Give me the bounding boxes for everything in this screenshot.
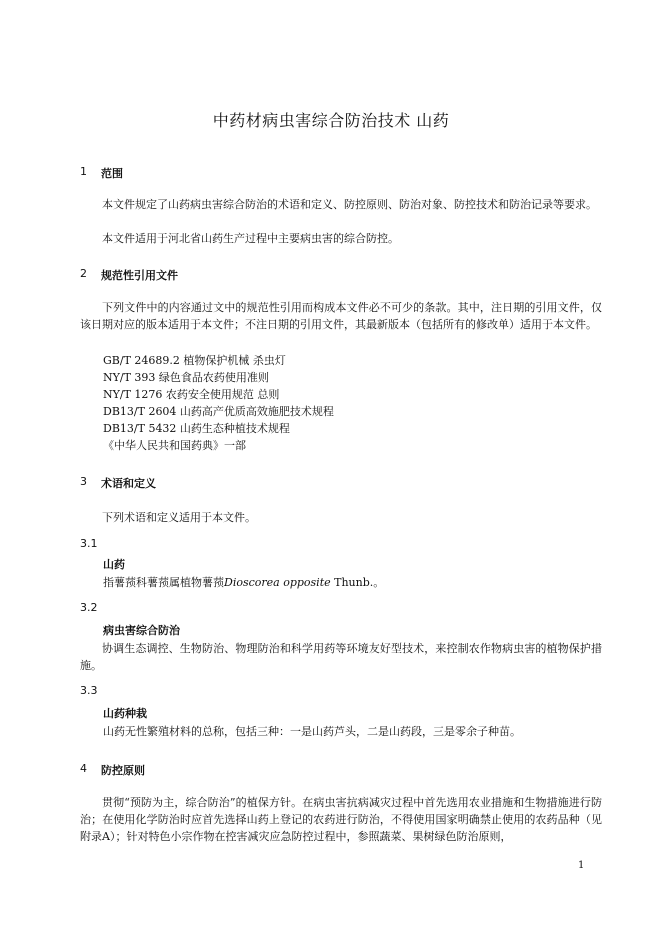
reference-item: NY/T 393 绿色食品农药使用准则	[103, 371, 269, 384]
term-definition: 协调生态调控、生物防治、物理防治和科学用药等环境友好型技术，来控制农作物病虫害的植物保护措施。	[80, 642, 602, 672]
section-number: 4	[80, 762, 87, 775]
document-title: 中药材病虫害综合防治技术 山药	[212, 111, 450, 130]
section-title: 术语和定义	[101, 477, 156, 490]
term-definition	[103, 574, 384, 591]
definition-text: Thunb.。	[330, 576, 385, 589]
reference-item: GB/T 24689.2 植物保护机械 杀虫灯	[103, 354, 286, 367]
term-name: 山药	[103, 558, 125, 571]
normative-references-paragraph: 下列文件中的内容通过文中的规范性引用而构成本文件必不可少的条款。其中，注日期的引用文件，仅该日期对应的版本适用于本文件；不注日期的引用文件，其最新版本（包括所有的修改单）适用于本文件。	[80, 301, 602, 331]
section-1-heading	[80, 165, 123, 181]
reference-item: 《中华人民共和国药典》一部	[103, 439, 246, 452]
section-number: 3	[80, 475, 87, 488]
section-3-heading	[80, 475, 156, 491]
latin-name: Dioscorea opposite	[224, 576, 331, 589]
reference-item: NY/T 1276 农药安全使用规范 总则	[103, 388, 280, 401]
section-number: 2	[80, 267, 87, 280]
term-definition: 山药无性繁殖材料的总称，包括三种：一是山药芦头，二是山药段，三是零余子种苗。	[103, 725, 521, 738]
section-4-heading	[80, 762, 145, 778]
scope-paragraph-1: 本文件规定了山药病虫害综合防治的术语和定义、防控原则、防治对象、防控技术和防治记录等要求。	[102, 198, 597, 211]
section-title: 范围	[101, 167, 123, 180]
reference-item: DB13/T 2604 山药高产优质高效施肥技术规程	[103, 405, 334, 418]
term-number: 3.2	[80, 601, 98, 614]
term-name: 山药种栽	[103, 707, 147, 720]
page-number: 1	[578, 860, 585, 871]
section-2-heading	[80, 267, 178, 283]
section-title: 规范性引用文件	[101, 269, 178, 282]
scope-paragraph-2: 本文件适用于河北省山药生产过程中主要病虫害的综合防控。	[102, 232, 399, 245]
terms-intro-paragraph: 下列术语和定义适用于本文件。	[102, 511, 256, 524]
section-title: 防控原则	[101, 764, 145, 777]
definition-text: 指薯蓣科薯蓣属植物薯蓣	[103, 576, 224, 589]
term-number: 3.3	[80, 684, 98, 697]
control-principles-paragraph: 贯彻“预防为主，综合防治”的植保方针。在病虫害抗病减灾过程中首先选用农业措施和生物措施进行防治；在使用化学防治时应首先选择山药上登记的农药进行防治，不得使用国家明确禁止使用的农药品种（见附录A）；针对特色小宗作物在控害减灾应急防控过程中，参照蔬菜、果树绿色防治原则，	[80, 796, 602, 843]
term-number: 3.1	[80, 537, 98, 550]
term-name: 病虫害综合防治	[103, 624, 180, 637]
section-number: 1	[80, 165, 87, 178]
reference-item: DB13/T 5432 山药生态种植技术规程	[103, 422, 290, 435]
